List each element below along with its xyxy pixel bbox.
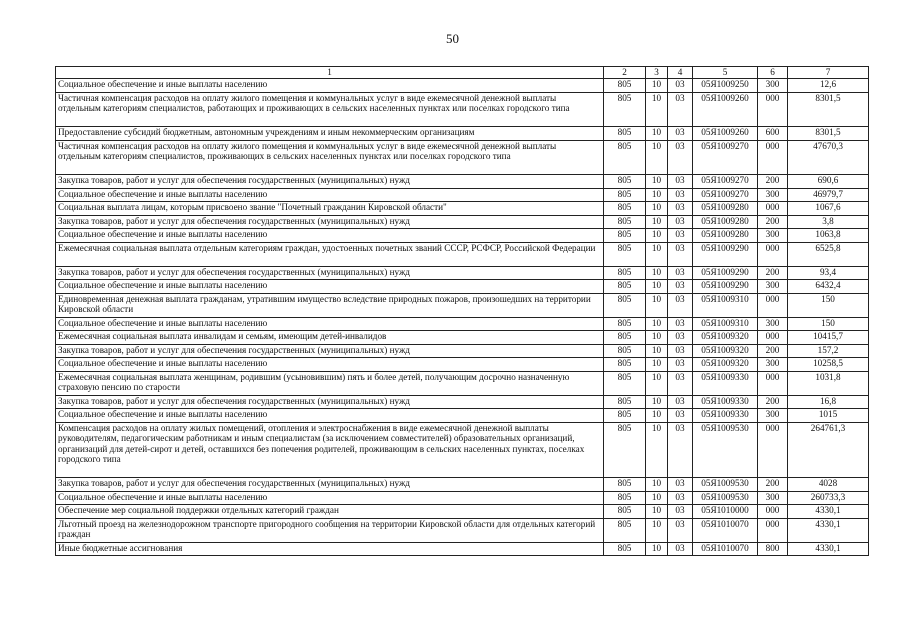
- section-code: 10: [646, 215, 668, 229]
- subsection-code: 03: [668, 293, 693, 317]
- section-code: 10: [646, 358, 668, 372]
- table-row: [56, 79, 869, 93]
- amount: 690,6: [788, 175, 869, 189]
- table-row: [56, 188, 869, 202]
- ved-code: 805: [604, 140, 646, 175]
- subsection-code: 03: [668, 505, 693, 519]
- section-code: 10: [646, 127, 668, 141]
- section-code: 10: [646, 92, 668, 127]
- section-code: 10: [646, 79, 668, 93]
- ved-code: 805: [604, 395, 646, 409]
- amount: 4028: [788, 478, 869, 492]
- target-article-code: 05Я1009330: [693, 409, 758, 423]
- ved-code: 805: [604, 422, 646, 478]
- ved-code: 805: [604, 293, 646, 317]
- row-name: Социальное обеспечение и иные выплаты населению: [56, 358, 604, 372]
- amount: 16,8: [788, 395, 869, 409]
- target-article-code: 05Я1009320: [693, 331, 758, 345]
- budget-table: [55, 66, 869, 556]
- ved-code: 805: [604, 358, 646, 372]
- ved-code: 805: [604, 266, 646, 280]
- amount: 150: [788, 317, 869, 331]
- amount: 8301,5: [788, 92, 869, 127]
- amount: 150: [788, 293, 869, 317]
- row-name: Социальное обеспечение и иные выплаты населению: [56, 280, 604, 294]
- expense-type-code: 200: [758, 215, 788, 229]
- table-row: [56, 505, 869, 519]
- row-name: Закупка товаров, работ и услуг для обеспечения государственных (муниципальных) нужд: [56, 478, 604, 492]
- header-cell: 6: [758, 67, 788, 79]
- ved-code: 805: [604, 505, 646, 519]
- section-code: 10: [646, 371, 668, 395]
- expense-type-code: 000: [758, 92, 788, 127]
- expense-type-code: 000: [758, 202, 788, 216]
- table-row: [56, 140, 869, 175]
- section-code: 10: [646, 422, 668, 478]
- amount: 12,6: [788, 79, 869, 93]
- section-code: 10: [646, 188, 668, 202]
- section-code: 10: [646, 505, 668, 519]
- row-name: Предоставление субсидий бюджетным, автономным учреждениям и иным некоммерческим организациям: [56, 127, 604, 141]
- row-name: Социальное обеспечение и иные выплаты населению: [56, 317, 604, 331]
- row-name: Социальное обеспечение и иные выплаты населению: [56, 229, 604, 243]
- ved-code: 805: [604, 344, 646, 358]
- target-article-code: 05Я1009530: [693, 491, 758, 505]
- table-row: [56, 344, 869, 358]
- subsection-code: 03: [668, 175, 693, 189]
- ved-code: 805: [604, 175, 646, 189]
- target-article-code: 05Я1009250: [693, 79, 758, 93]
- row-name: Ежемесячная социальная выплата женщинам, родившим (усыновившим) пять и более детей, получающим досрочно назначенную страховую пенсию по старости: [56, 371, 604, 395]
- subsection-code: 03: [668, 229, 693, 243]
- ved-code: 805: [604, 242, 646, 266]
- target-article-code: 05Я1009270: [693, 175, 758, 189]
- table-row: [56, 518, 869, 542]
- expense-type-code: 000: [758, 140, 788, 175]
- amount: 1031,8: [788, 371, 869, 395]
- target-article-code: 05Я1009280: [693, 215, 758, 229]
- expense-type-code: 200: [758, 478, 788, 492]
- amount: 47670,3: [788, 140, 869, 175]
- row-name: Социальное обеспечение и иные выплаты населению: [56, 491, 604, 505]
- expense-type-code: 000: [758, 422, 788, 478]
- table-row: [56, 358, 869, 372]
- subsection-code: 03: [668, 542, 693, 556]
- header-cell: 7: [788, 67, 869, 79]
- target-article-code: 05Я1009330: [693, 371, 758, 395]
- subsection-code: 03: [668, 266, 693, 280]
- target-article-code: 05Я1009280: [693, 202, 758, 216]
- row-name: Социальная выплата лицам, которым присвоено звание "Почетный гражданин Кировской области": [56, 202, 604, 216]
- expense-type-code: 800: [758, 542, 788, 556]
- amount: 6525,8: [788, 242, 869, 266]
- target-article-code: 05Я1009270: [693, 188, 758, 202]
- subsection-code: 03: [668, 92, 693, 127]
- header-cell: 1: [56, 67, 604, 79]
- expense-type-code: 200: [758, 395, 788, 409]
- amount: 8301,5: [788, 127, 869, 141]
- expense-type-code: 200: [758, 344, 788, 358]
- table-row: [56, 409, 869, 423]
- row-name: Закупка товаров, работ и услуг для обеспечения государственных (муниципальных) нужд: [56, 395, 604, 409]
- expense-type-code: 600: [758, 127, 788, 141]
- amount: 1063,8: [788, 229, 869, 243]
- expense-type-code: 200: [758, 175, 788, 189]
- amount: 1067,6: [788, 202, 869, 216]
- target-article-code: 05Я1010000: [693, 505, 758, 519]
- row-name: Компенсация расходов на оплату жилых помещений, отопления и электроснабжения в виде ежемесячной денежной выплаты руководителям, педагогическим работникам и иным специалистам (за исключением совместителей) образовательных организаций, организаций для детей-сирот и детей, оставшихся без попечения родителей, проживающим в сельских населенных пунктах, поселках городского типа: [56, 422, 604, 478]
- subsection-code: 03: [668, 79, 693, 93]
- section-code: 10: [646, 518, 668, 542]
- target-article-code: 05Я1009310: [693, 293, 758, 317]
- expense-type-code: 000: [758, 505, 788, 519]
- table-row: [56, 215, 869, 229]
- target-article-code: 05Я1010070: [693, 542, 758, 556]
- subsection-code: 03: [668, 188, 693, 202]
- section-code: 10: [646, 409, 668, 423]
- target-article-code: 05Я1009270: [693, 140, 758, 175]
- row-name: Иные бюджетные ассигнования: [56, 542, 604, 556]
- page-number: 50: [446, 31, 459, 46]
- row-name: Закупка товаров, работ и услуг для обеспечения государственных (муниципальных) нужд: [56, 344, 604, 358]
- table-row: [56, 317, 869, 331]
- expense-type-code: 000: [758, 293, 788, 317]
- table-row: [56, 266, 869, 280]
- section-code: 10: [646, 317, 668, 331]
- expense-type-code: 300: [758, 317, 788, 331]
- ved-code: 805: [604, 280, 646, 294]
- section-code: 10: [646, 542, 668, 556]
- table-row: [56, 280, 869, 294]
- amount: 10258,5: [788, 358, 869, 372]
- row-name: Частичная компенсация расходов на оплату жилого помещения и коммунальных услуг в виде ежемесячной денежной выплаты отдельным категориям специалистов, работающих и проживающих в сельских населенных пунктах или поселках городского типа: [56, 92, 604, 127]
- target-article-code: 05Я1009260: [693, 127, 758, 141]
- ved-code: 805: [604, 188, 646, 202]
- target-article-code: 05Я1009320: [693, 344, 758, 358]
- ved-code: 805: [604, 478, 646, 492]
- subsection-code: 03: [668, 395, 693, 409]
- section-code: 10: [646, 242, 668, 266]
- expense-type-code: 000: [758, 242, 788, 266]
- target-article-code: 05Я1009260: [693, 92, 758, 127]
- subsection-code: 03: [668, 127, 693, 141]
- subsection-code: 03: [668, 358, 693, 372]
- row-name: Социальное обеспечение и иные выплаты населению: [56, 79, 604, 93]
- row-name: Ежемесячная социальная выплата инвалидам и семьям, имеющим детей-инвалидов: [56, 331, 604, 345]
- target-article-code: 05Я1009280: [693, 229, 758, 243]
- table-row: [56, 395, 869, 409]
- amount: 4330,1: [788, 518, 869, 542]
- subsection-code: 03: [668, 202, 693, 216]
- section-code: 10: [646, 395, 668, 409]
- amount: 4330,1: [788, 505, 869, 519]
- row-name: Ежемесячная социальная выплата отдельным категориям граждан, удостоенных почетных званий СССР, РСФСР, Российской Федерации: [56, 242, 604, 266]
- table-row: [56, 422, 869, 478]
- target-article-code: 05Я1009320: [693, 358, 758, 372]
- header-cell: 3: [646, 67, 668, 79]
- section-code: 10: [646, 202, 668, 216]
- amount: 3,8: [788, 215, 869, 229]
- section-code: 10: [646, 491, 668, 505]
- expense-type-code: 000: [758, 371, 788, 395]
- expense-type-code: 200: [758, 266, 788, 280]
- target-article-code: 05Я1010070: [693, 518, 758, 542]
- table-row: [56, 331, 869, 345]
- expense-type-code: 000: [758, 518, 788, 542]
- header-cell: 4: [668, 67, 693, 79]
- table-row: [56, 229, 869, 243]
- target-article-code: 05Я1009290: [693, 280, 758, 294]
- section-code: 10: [646, 293, 668, 317]
- subsection-code: 03: [668, 422, 693, 478]
- table-row: [56, 92, 869, 127]
- row-name: Обеспечение мер социальной поддержки отдельных категорий граждан: [56, 505, 604, 519]
- amount: 6432,4: [788, 280, 869, 294]
- table-row: [56, 478, 869, 492]
- subsection-code: 03: [668, 371, 693, 395]
- table-row: [56, 491, 869, 505]
- ved-code: 805: [604, 542, 646, 556]
- ved-code: 805: [604, 92, 646, 127]
- amount: 46979,7: [788, 188, 869, 202]
- expense-type-code: 300: [758, 79, 788, 93]
- table-row: [56, 293, 869, 317]
- subsection-code: 03: [668, 344, 693, 358]
- section-code: 10: [646, 175, 668, 189]
- subsection-code: 03: [668, 215, 693, 229]
- table-row: [56, 542, 869, 556]
- section-code: 10: [646, 344, 668, 358]
- ved-code: 805: [604, 518, 646, 542]
- table-row: [56, 175, 869, 189]
- expense-type-code: 300: [758, 409, 788, 423]
- row-name: Социальное обеспечение и иные выплаты населению: [56, 188, 604, 202]
- expense-type-code: 300: [758, 491, 788, 505]
- row-name: Частичная компенсация расходов на оплату жилого помещения и коммунальных услуг в виде ежемесячной денежной выплаты отдельным категориям специалистов, проживающих в сельских населенных пунктах или поселках городского типа: [56, 140, 604, 175]
- subsection-code: 03: [668, 280, 693, 294]
- ved-code: 805: [604, 202, 646, 216]
- amount: 264761,3: [788, 422, 869, 478]
- ved-code: 805: [604, 317, 646, 331]
- expense-type-code: 300: [758, 280, 788, 294]
- ved-code: 805: [604, 229, 646, 243]
- expense-type-code: 000: [758, 331, 788, 345]
- ved-code: 805: [604, 79, 646, 93]
- section-code: 10: [646, 266, 668, 280]
- table-row: [56, 127, 869, 141]
- subsection-code: 03: [668, 491, 693, 505]
- table-row: [56, 202, 869, 216]
- ved-code: 805: [604, 331, 646, 345]
- table-row: [56, 242, 869, 266]
- amount: 1015: [788, 409, 869, 423]
- subsection-code: 03: [668, 478, 693, 492]
- section-code: 10: [646, 280, 668, 294]
- target-article-code: 05Я1009290: [693, 266, 758, 280]
- amount: 10415,7: [788, 331, 869, 345]
- amount: 157,2: [788, 344, 869, 358]
- ved-code: 805: [604, 491, 646, 505]
- section-code: 10: [646, 478, 668, 492]
- subsection-code: 03: [668, 331, 693, 345]
- header-row: [56, 67, 869, 79]
- target-article-code: 05Я1009530: [693, 478, 758, 492]
- subsection-code: 03: [668, 242, 693, 266]
- row-name: Социальное обеспечение и иные выплаты населению: [56, 409, 604, 423]
- table-row: [56, 371, 869, 395]
- target-article-code: 05Я1009530: [693, 422, 758, 478]
- target-article-code: 05Я1009310: [693, 317, 758, 331]
- row-name: Закупка товаров, работ и услуг для обеспечения государственных (муниципальных) нужд: [56, 215, 604, 229]
- header-cell: 2: [604, 67, 646, 79]
- row-name: Единовременная денежная выплата гражданам, утратившим имущество вследствие природных пожаров, произошедших на территории Кировской области: [56, 293, 604, 317]
- expense-type-code: 300: [758, 188, 788, 202]
- amount: 260733,3: [788, 491, 869, 505]
- ved-code: 805: [604, 215, 646, 229]
- target-article-code: 05Я1009330: [693, 395, 758, 409]
- subsection-code: 03: [668, 317, 693, 331]
- amount: 93,4: [788, 266, 869, 280]
- amount: 4330,1: [788, 542, 869, 556]
- ved-code: 805: [604, 409, 646, 423]
- subsection-code: 03: [668, 518, 693, 542]
- expense-type-code: 300: [758, 358, 788, 372]
- subsection-code: 03: [668, 140, 693, 175]
- row-name: Льготный проезд на железнодорожном транспорте пригородного сообщения на территории Кировской области для отдельных категорий граждан: [56, 518, 604, 542]
- header-cell: 5: [693, 67, 758, 79]
- subsection-code: 03: [668, 409, 693, 423]
- section-code: 10: [646, 331, 668, 345]
- ved-code: 805: [604, 371, 646, 395]
- expense-type-code: 300: [758, 229, 788, 243]
- section-code: 10: [646, 229, 668, 243]
- target-article-code: 05Я1009290: [693, 242, 758, 266]
- ved-code: 805: [604, 127, 646, 141]
- row-name: Закупка товаров, работ и услуг для обеспечения государственных (муниципальных) нужд: [56, 175, 604, 189]
- section-code: 10: [646, 140, 668, 175]
- row-name: Закупка товаров, работ и услуг для обеспечения государственных (муниципальных) нужд: [56, 266, 604, 280]
